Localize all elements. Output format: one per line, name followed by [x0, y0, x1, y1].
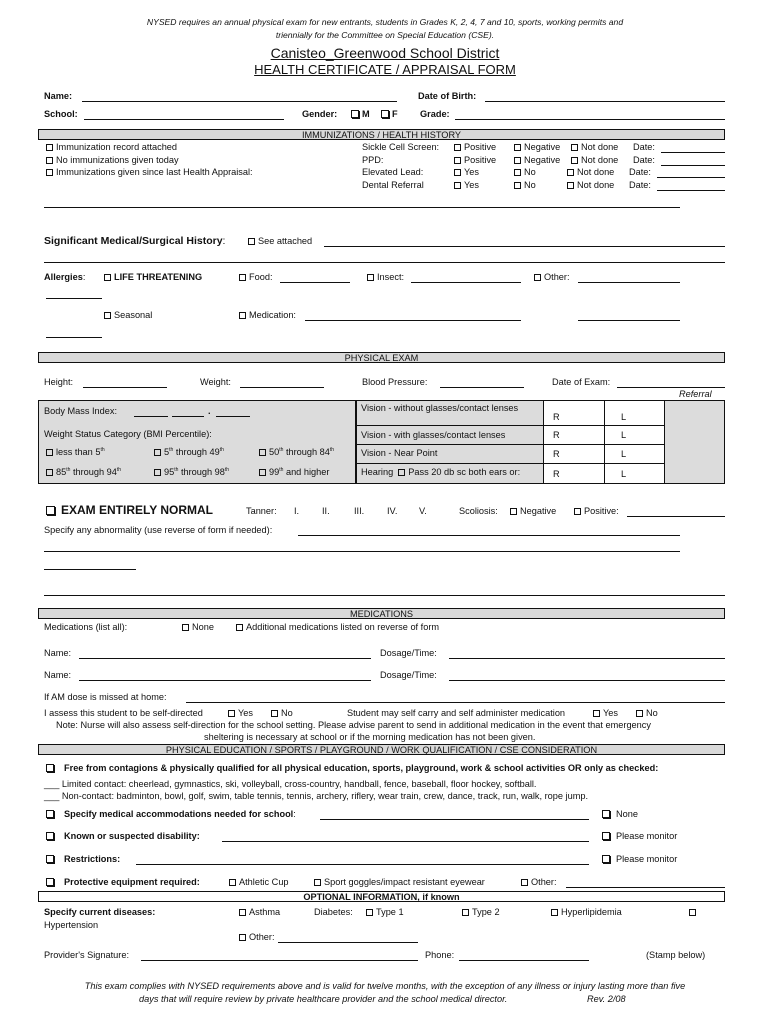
ppd-not-done[interactable]: Not done — [571, 156, 618, 165]
exam-date-label: Date of Exam: — [552, 377, 611, 387]
bmi-decimal: . — [208, 406, 211, 416]
weight-label: Weight: — [200, 377, 231, 387]
vision-without-glasses-label: Vision - without glasses/contact lenses — [361, 403, 519, 413]
blood-pressure-label: Blood Pressure: — [362, 377, 428, 387]
grade-field[interactable] — [455, 119, 725, 120]
form-title: HEALTH CERTIFICATE / APPRAISAL FORM — [254, 62, 516, 77]
ppd-date-field[interactable] — [661, 165, 725, 166]
gender-m-checkbox[interactable] — [351, 110, 359, 118]
non-contact-option[interactable]: ___ Non-contact: badminton, bowl, golf, swim, table tennis, tennis, archery, riflery, wear train, crew, dance, track, run, walk, rope jump. — [44, 791, 589, 801]
scoliosis-field[interactable] — [627, 516, 725, 517]
scoliosis-negative[interactable]: Negative — [510, 507, 556, 516]
lead-no[interactable]: No — [514, 168, 536, 177]
dosage-label-1: Dosage/Time: — [380, 648, 437, 658]
restrictions-please-monitor[interactable]: Please monitor — [602, 855, 677, 864]
medications-list-label: Medications (list all): — [44, 622, 128, 632]
other-allergy-field[interactable] — [578, 282, 680, 283]
insect-allergy-option[interactable]: Insect: — [367, 273, 404, 282]
athletic-cup-option[interactable]: Athletic Cup — [229, 878, 289, 887]
dental-date-label: Date: — [629, 180, 651, 190]
scoliosis-label: Scoliosis: — [459, 506, 498, 516]
sport-goggles-option[interactable]: Sport goggles/impact resistant eyewear — [314, 878, 485, 887]
self-directed-yes[interactable]: Yes — [228, 709, 253, 718]
current-diseases-label: Specify current diseases: — [44, 907, 156, 917]
dental-date-field[interactable] — [657, 190, 725, 191]
bmi-5-to-49[interactable]: 5th through 49th — [154, 448, 224, 457]
free-from-contagions-option[interactable]: Free from contagions & physically qualified for all physical education, sports, playground, work & school activities OR only as checked: — [46, 764, 658, 773]
stamp-label: (Stamp below) — [646, 950, 706, 960]
food-allergy-option[interactable]: Food: — [239, 273, 273, 282]
immunization-option-1[interactable]: Immunization record attached — [46, 143, 177, 152]
exam-normal-option[interactable]: EXAM ENTIRELY NORMAL — [46, 504, 213, 516]
optional-info-section-bar: OPTIONAL INFORMATION, if known — [38, 891, 725, 902]
blood-pressure-field[interactable] — [440, 387, 524, 388]
ppd-label: PPD: — [362, 155, 384, 165]
vision-row-divider-3 — [356, 463, 665, 464]
immunization-option-3[interactable]: Immunizations given since last Health Appraisal: — [46, 168, 253, 177]
hearing-pass-checkbox[interactable] — [398, 469, 405, 476]
lead-date-field[interactable] — [657, 177, 725, 178]
am-dose-field[interactable] — [186, 702, 725, 703]
vision-with-glasses-label: Vision - with glasses/contact lenses — [361, 430, 506, 440]
dental-no[interactable]: No — [514, 181, 536, 190]
ppd-negative[interactable]: Negative — [514, 156, 560, 165]
vision-row-divider-1 — [356, 425, 665, 426]
vision-with-r: R — [553, 430, 560, 440]
school-label: School: — [44, 109, 78, 119]
hearing-r: R — [553, 469, 560, 479]
pe-section-bar: PHYSICAL EDUCATION / SPORTS / PLAYGROUND / WORK QUALIFICATION / CSE CONSIDERATION — [38, 744, 725, 755]
hypertension-checkbox[interactable] — [689, 908, 699, 917]
abnormality-field-2[interactable] — [44, 551, 680, 552]
grade-label: Grade: — [420, 109, 450, 119]
sickle-not-done[interactable]: Not done — [571, 143, 618, 152]
gender-label: Gender: — [302, 109, 338, 119]
phone-label: Phone: — [425, 950, 455, 960]
tanner-stage-5[interactable]: V. — [419, 506, 427, 516]
disease-other-option[interactable]: Other: — [239, 933, 275, 942]
dental-label: Dental Referral — [362, 180, 424, 190]
seasonal-allergy-option[interactable]: Seasonal — [104, 311, 152, 320]
medication-name-label-1: Name: — [44, 648, 72, 658]
tanner-stage-3[interactable]: III. — [354, 506, 365, 516]
hearing-l: L — [621, 469, 627, 479]
vision-without-r: R — [553, 412, 560, 422]
bmi-99-and-higher[interactable]: 99th and higher — [259, 468, 329, 477]
immunizations-section-bar: IMMUNIZATIONS / HEALTH HISTORY — [38, 129, 725, 140]
vision-near-point-label: Vision - Near Point — [361, 448, 438, 458]
gender-f-option[interactable]: F — [381, 110, 398, 119]
dental-not-done[interactable]: Not done — [567, 181, 614, 190]
hyperlipidemia-option[interactable]: Hyperlipidemia — [551, 908, 622, 917]
dosage-field-1[interactable] — [449, 658, 725, 659]
abnormality-field-4[interactable] — [44, 595, 725, 596]
provider-signature-label: Provider's Signature: — [44, 950, 129, 960]
bmi-50-to-84[interactable]: 50th through 84th — [259, 448, 334, 457]
specify-abnormality-label: Specify any abnormality (use reverse of form if needed): — [44, 525, 273, 535]
medical-history-label: Significant Medical/Surgical History: — [44, 235, 226, 247]
accommodations-field[interactable] — [320, 819, 589, 820]
vision-near-r: R — [553, 449, 560, 459]
sickle-positive[interactable]: Positive — [454, 143, 496, 152]
tanner-stage-2[interactable]: II. — [322, 506, 330, 516]
protective-other-option[interactable]: Other: — [521, 878, 557, 887]
dob-label: Date of Birth: — [418, 91, 477, 101]
exam-requirement-note-2: triennially for the Committee on Special Education (CSE). — [275, 30, 495, 40]
compliance-note-2: days that will require review by private healthcare provider and the school medical director. — [139, 994, 508, 1004]
revision-label: Rev. 2/08 — [587, 994, 626, 1004]
diabetes-type1-option[interactable]: Type 1 — [366, 908, 404, 917]
protective-other-field[interactable] — [566, 887, 725, 888]
height-label: Height: — [44, 377, 74, 387]
lead-date-label: Date: — [629, 167, 651, 177]
school-field[interactable] — [84, 119, 284, 120]
sickle-date-label: Date: — [633, 142, 655, 152]
bmi-field-3[interactable] — [216, 416, 250, 417]
disability-field[interactable] — [222, 841, 589, 842]
asthma-option[interactable]: Asthma — [239, 908, 280, 917]
compliance-note: This exam complies with NYSED requirements above and is valid for twelve months, with the exception of any illness or injury lasting more than five — [84, 981, 686, 991]
bmi-field-2[interactable] — [172, 416, 204, 417]
medications-none-option[interactable]: None — [182, 623, 214, 632]
restrictions-option[interactable]: Restrictions: — [46, 855, 120, 864]
self-carry-label: Student may self carry and self administer medication — [347, 708, 566, 718]
exam-requirement-note: NYSED requires an annual physical exam for new entrants, students in Grades K, 2, 4, 7 and 10, sports, working permits and — [146, 17, 624, 27]
vision-grid-divider — [604, 400, 605, 484]
disability-option[interactable]: Known or suspected disability: — [46, 832, 200, 841]
weight-status-label: Weight Status Category (BMI Percentile): — [44, 429, 212, 439]
scoliosis-positive[interactable]: Positive: — [574, 507, 619, 516]
dental-yes[interactable]: Yes — [454, 181, 479, 190]
limited-contact-option[interactable]: ___ Limited contact: cheerlead, gymnastics, ski, volleyball, cross-country, handball, fence, baseball, floor hockey, softball. — [44, 779, 537, 789]
disability-please-monitor[interactable]: Please monitor — [602, 832, 677, 841]
allergy-extra-field-2[interactable] — [46, 337, 102, 338]
tanner-stage-1[interactable]: I. — [294, 506, 300, 516]
medication-allergy-field[interactable] — [305, 320, 521, 321]
medication-name-field-2[interactable] — [79, 680, 371, 681]
district-name: Canisteo_Greenwood School District — [270, 45, 500, 61]
exam-date-field[interactable] — [617, 387, 725, 388]
other-allergy-field-2[interactable] — [578, 320, 680, 321]
vision-with-l: L — [621, 430, 627, 440]
bmi-field-1[interactable] — [134, 416, 168, 417]
restrictions-field[interactable] — [136, 864, 589, 865]
accommodations-none[interactable]: None — [602, 810, 638, 819]
sickle-date-field[interactable] — [661, 152, 725, 153]
hearing-label: Hearing Pass 20 db sc both ears or: — [361, 467, 521, 477]
medical-history-field[interactable] — [324, 246, 725, 247]
tanner-label: Tanner: — [246, 506, 277, 516]
hypertension-label: Hypertension — [44, 920, 99, 930]
provider-signature-field[interactable] — [141, 960, 418, 961]
medications-section-bar: MEDICATIONS — [38, 608, 725, 619]
accommodations-option[interactable]: Specify medical accommodations needed for school: — [46, 810, 296, 819]
sickle-cell-label: Sickle Cell Screen: — [362, 142, 440, 152]
dosage-field-2[interactable] — [449, 680, 725, 681]
medication-allergy-option[interactable]: Medication: — [239, 311, 296, 320]
bmi-85-to-94[interactable]: 85th through 94th — [46, 468, 121, 477]
am-dose-label: If AM dose is missed at home: — [44, 692, 167, 702]
diabetes-type2-option[interactable]: Type 2 — [462, 908, 500, 917]
ppd-date-label: Date: — [633, 155, 655, 165]
lead-label: Elevated Lead: — [362, 167, 424, 177]
other-allergy-option[interactable]: Other: — [534, 273, 570, 282]
vision-near-l: L — [621, 449, 627, 459]
dosage-label-2: Dosage/Time: — [380, 670, 437, 680]
food-allergy-field[interactable] — [280, 282, 350, 283]
self-directed-label: I assess this student to be self-directed — [44, 708, 203, 718]
nurse-note: Note: Nurse will also assess self-direction for the school setting. Please advise parent to send in additional medication in the event that emergency — [56, 720, 651, 730]
lead-yes[interactable]: Yes — [454, 168, 479, 177]
tanner-stage-4[interactable]: IV. — [387, 506, 398, 516]
allergies-label: Allergies: — [44, 272, 86, 282]
disease-other-field[interactable] — [278, 942, 418, 943]
medication-name-label-2: Name: — [44, 670, 72, 680]
lead-not-done[interactable]: Not done — [567, 168, 614, 177]
see-attached-option[interactable]: See attached — [248, 237, 312, 246]
protective-equipment-option[interactable]: Protective equipment required: — [46, 878, 200, 887]
diabetes-label: Diabetes: — [314, 907, 353, 917]
vision-without-l: L — [621, 412, 627, 422]
physical-exam-section-bar: PHYSICAL EXAM — [38, 352, 725, 363]
vision-row-divider-2 — [356, 444, 665, 445]
sickle-negative[interactable]: Negative — [514, 143, 560, 152]
allergy-extra-field[interactable] — [46, 298, 102, 299]
immunizations-given-field[interactable] — [44, 207, 680, 208]
bmi-less-than-5[interactable]: less than 5th — [46, 448, 105, 457]
gender-f-checkbox[interactable] — [381, 110, 389, 118]
bmi-95-to-98[interactable]: 95th through 98th — [154, 468, 229, 477]
insect-allergy-field[interactable] — [411, 282, 521, 283]
additional-medications-option[interactable]: Additional medications listed on reverse of form — [236, 623, 439, 632]
name-field[interactable] — [82, 101, 397, 102]
self-directed-no[interactable]: No — [271, 709, 293, 718]
dob-field[interactable] — [485, 101, 725, 102]
weight-field[interactable] — [240, 387, 324, 388]
abnormality-field[interactable] — [298, 535, 680, 536]
gender-m-option[interactable]: M — [351, 110, 370, 119]
medical-history-field-2[interactable] — [44, 262, 725, 263]
self-carry-no[interactable]: No — [636, 709, 658, 718]
medication-name-field-1[interactable] — [79, 658, 371, 659]
height-field[interactable] — [83, 387, 167, 388]
nurse-note-2: sheltering is necessary at school or if the morning medication has not been given. — [204, 732, 536, 742]
referral-header: Referral — [679, 389, 712, 399]
phone-field[interactable] — [459, 960, 589, 961]
ppd-positive[interactable]: Positive — [454, 156, 496, 165]
bmi-label: Body Mass Index: — [44, 406, 118, 416]
self-carry-yes[interactable]: Yes — [593, 709, 618, 718]
life-threatening-option[interactable]: LIFE THREATENING — [104, 273, 202, 282]
abnormality-field-3[interactable] — [44, 569, 136, 570]
immunization-option-2[interactable]: No immunizations given today — [46, 156, 179, 165]
name-label: Name: — [44, 91, 73, 101]
